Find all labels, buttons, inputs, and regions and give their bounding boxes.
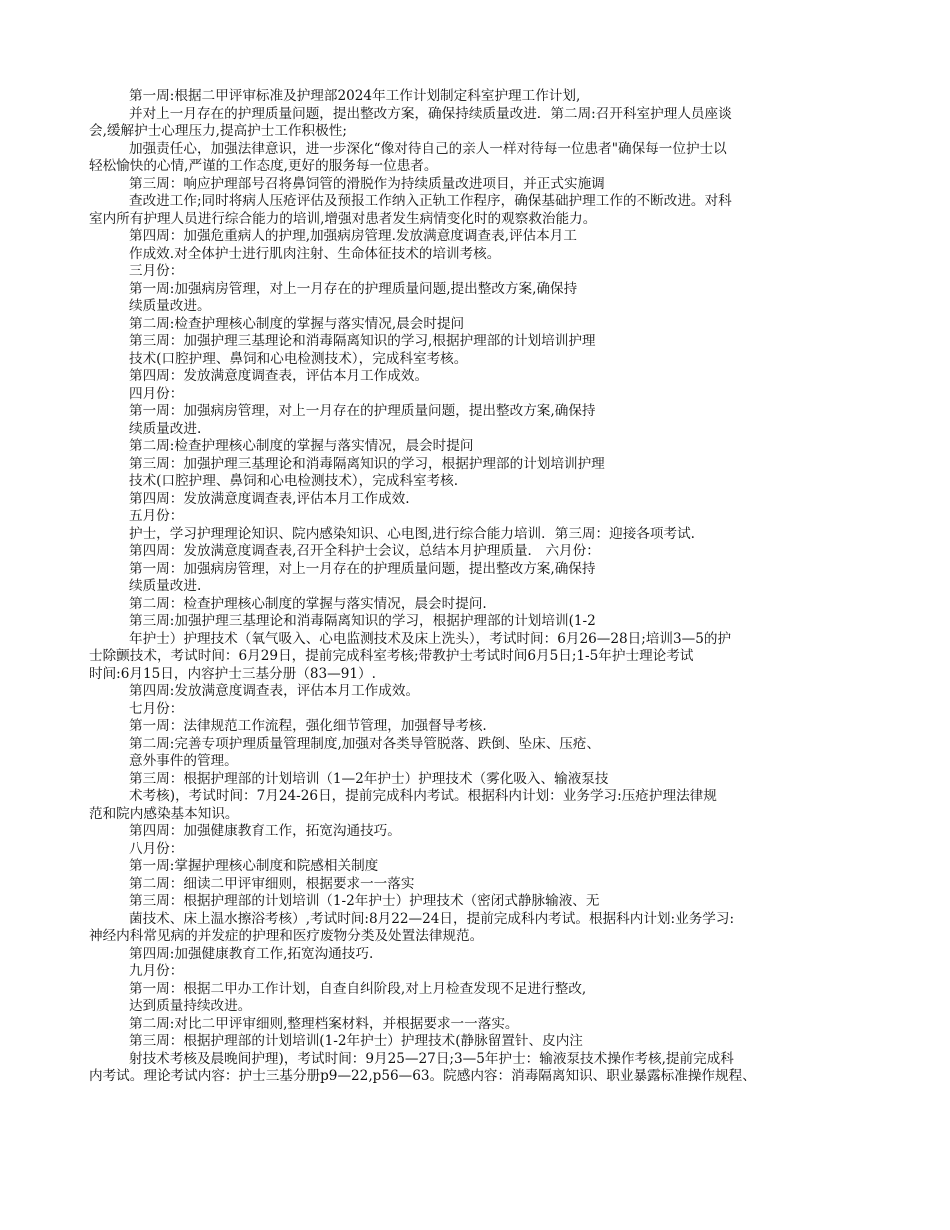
text-line: 第三周：根据护理部的计划培训（1-2年护士）护理技术（密闭式静脉输液、无	[129, 893, 600, 909]
text-line: 达到质量持续改进。	[129, 998, 252, 1014]
text-line: 时间:6月15日，内容护士三基分册（83—91）.	[89, 665, 376, 682]
text-line: 第一周：法律规范工作流程，强化细节管理，加强督导考核.	[129, 718, 487, 734]
text-line: 轻松愉快的心情,严谨的工作态度,更好的服务每一位患者。	[89, 158, 438, 174]
text-line: 第四周：发放满意度调查表,评估本月工作成效.	[129, 490, 410, 507]
text-line: 第三周：根据护理部的计划培训(1-2年护士）护理技术(静脉留置针、皮内注	[129, 1033, 583, 1049]
text-line: 第一周：加强病房管理，对上一月存在的护理质量问题，提出整改方案,确保持	[129, 403, 596, 419]
text-line: 三月份：	[129, 263, 184, 279]
text-line: 第二周:对比二甲评审细则,整理档案材料，并根据要求一一落实。	[129, 1015, 519, 1032]
text-line: 并对上一月存在的护理质量问题，提出整改方案，确保持续质量改进．第二周:召开科室护理人员座谈	[129, 105, 732, 122]
text-line: 第二周:检查护理核心制度的掌握与落实情况，晨会时提问	[129, 438, 474, 454]
text-line: 第四周：发放满意度调查表,召开全科护士会议，总结本月护理质量． 六月份：	[129, 543, 600, 559]
text-line: 护士，学习护理理论知识、院内感染知识、心电图,进行综合能力培训．第三周：迎接各项考试.	[129, 525, 695, 542]
text-line: 技术(口腔护理、鼻饲和心电检测技术），完成科室考核。	[129, 350, 468, 367]
text-line: 第一周:掌握护理核心制度和院感相关制度	[129, 858, 379, 874]
text-line: 加强责任心，加强法律意识，进一步深化“像对待自己的亲人一样对待每一位患者"确保每一位护士以	[129, 140, 727, 157]
text-line: 内考试。理论考试内容：护士三基分册p9—22,p56—63。院感内容：消毒隔离知识、职业暴露标准操作规程、	[89, 1068, 756, 1084]
text-line: 第四周：加强健康教育工作，拓宽沟通技巧。	[129, 823, 401, 839]
text-line: 第一周：根据二甲办工作计划，自查自纠阶段,对上月检查发现不足进行整改,	[129, 980, 587, 997]
text-line: 第四周：发放满意度调查表，评估本月工作成效。	[129, 368, 429, 384]
text-line: 范和院内感染基本知识。	[89, 805, 239, 822]
text-line: 室内所有护理人员进行综合能力的培训,增强对患者发生病情变化时的观察救治能力。	[89, 210, 597, 227]
text-line: 第一周：加强病房管理，对上一月存在的护理质量问题，提出整改方案,确保持	[129, 560, 596, 577]
text-line: 五月份：	[129, 508, 184, 524]
text-line: 九月份：	[129, 963, 184, 979]
text-line: 第三周:加强护理三基理论和消毒隔离知识的学习，根据护理部的计划培训(1-2	[129, 613, 596, 629]
text-line: 术考核)，考试时间：7月24-26日，提前完成科内考试。根据科内计划：业务学习:压疮护理法律规	[129, 788, 717, 804]
text-line: 年护士）护理技术（氧气吸入、心电监测技术及床上洗头），考试时间：6月26—28日;培训3—5的护	[129, 630, 732, 647]
text-line: 菌技术、床上温水擦浴考核）,考试时间:8月22—24日，提前完成科内考试。根据科内计划:业务学习:	[129, 910, 735, 927]
text-line: 续质量改进。	[129, 298, 211, 314]
text-line: 八月份：	[129, 840, 184, 857]
text-line: 第二周：细读二甲评审细则，根据要求一一落实	[129, 875, 415, 892]
text-line: 第二周：检查护理核心制度的掌握与落实情况，晨会时提问.	[129, 595, 487, 612]
text-line: 查改进工作;同时将病人压疮评估及预报工作纳入正轨工作程序，确保基础护理工作的不断改进。对科	[129, 193, 732, 209]
text-line: 第四周：加强危重病人的护理,加强病房管理.发放满意度调查表,评估本月工	[129, 228, 577, 244]
text-line: 第二周:完善专项护理质量管理制度,加强对各类导管脱落、跌倒、坠床、压疮、	[129, 735, 601, 752]
text-line: 技术(口腔护理、鼻饲和心电检测技术），完成科室考核.	[129, 473, 459, 489]
text-line: 第一周:根据二甲评审标准及护理部2024年工作计划制定科室护理工作计划,	[129, 88, 581, 104]
text-line: 意外事件的管理。	[129, 753, 238, 769]
text-line: 第二周:检查护理核心制度的掌握与落实情况,晨会时提问	[129, 315, 465, 332]
text-line: 神经内科常见病的并发症的护理和医疗废物分类及处置法律规范。	[89, 928, 484, 944]
text-line: 第三周：加强护理三基理论和消毒隔离知识的学习,根据护理部的计划培训护理	[129, 333, 596, 349]
text-line: 会,缓解护士心理压力,提高护士工作积极性;	[89, 123, 347, 139]
text-line: 士除颤技术，考试时间：6月29日，提前完成科室考核;带教护士考试时间6月5日;1-5年护士理论考试	[89, 648, 694, 664]
text-line: 四月份：	[129, 385, 184, 402]
text-line: 第四周:发放满意度调查表，评估本月工作成效。	[129, 683, 420, 699]
text-line: 七月份：	[129, 700, 184, 717]
text-line: 第三周：加强护理三基理论和消毒隔离知识的学习，根据护理部的计划培训护理	[129, 455, 605, 472]
text-line: 续质量改进.	[129, 578, 202, 594]
text-line: 射技术考核及晨晚间护理)，考试时间：9月25—27日;3—5年护士：输液泵技术操作考核,提前完成科	[129, 1050, 734, 1067]
text-line: 续质量改进.	[129, 420, 202, 437]
text-line: 第三周：根据护理部的计划培训（1—2年护士）护理技术（雾化吸入、输液泵技	[129, 770, 609, 787]
text-line: 第三周：响应护理部号召将鼻饲管的滑脱作为持续质量改进项目，并正式实施调	[129, 175, 605, 192]
text-line: 第一周:加强病房管理，对上一月存在的护理质量问题,提出整改方案,确保持	[129, 280, 578, 297]
text-line: 第四周:加强健康教育工作,拓宽沟通技巧.	[129, 945, 374, 962]
text-line: 作成效.对全体护士进行肌肉注射、生命体征技术的培训考核。	[129, 245, 501, 262]
